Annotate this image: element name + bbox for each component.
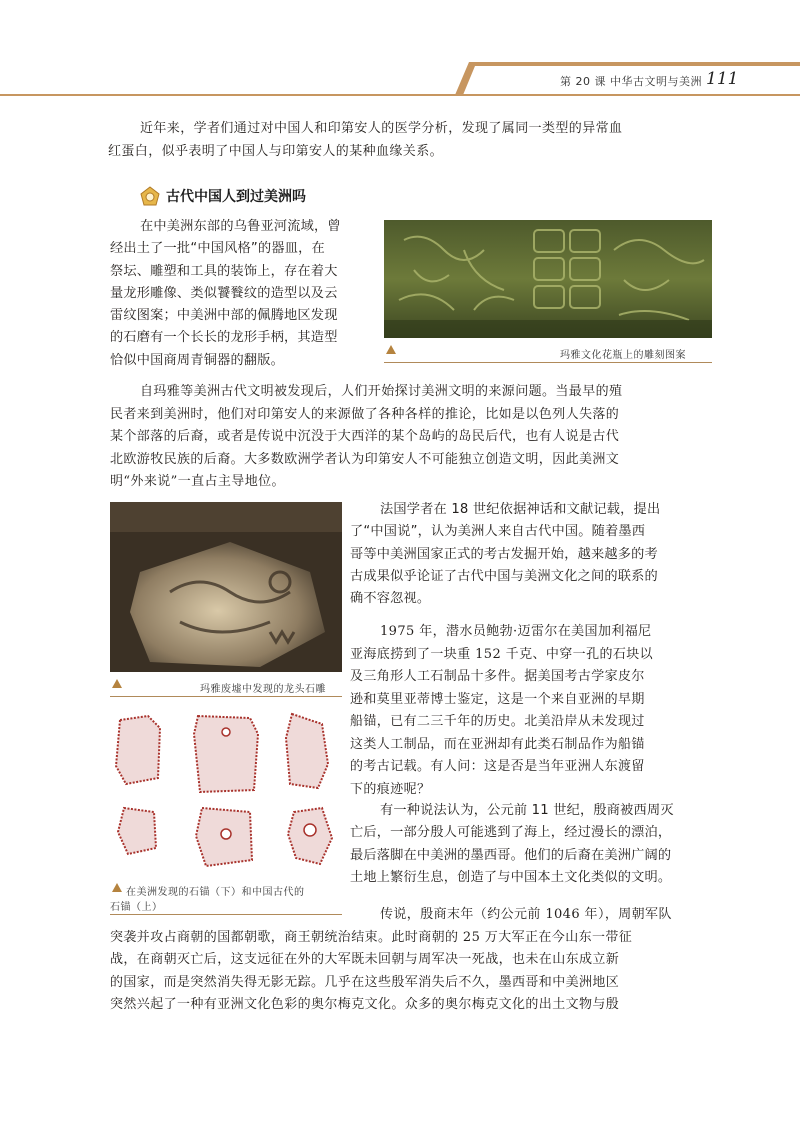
- text-line: 红蛋白，似乎表明了中国人与印第安人的某种血缘关系。: [108, 143, 444, 159]
- intro-paragraph: [108, 118, 720, 163]
- text-line: 亚海底捞到了一块重 152 千克、中穿一孔的石块以: [350, 646, 654, 662]
- anchor-shape: [118, 808, 156, 854]
- text-line: 突袭并攻占商朝的国都朝歌，商王朝统治结束。此时商朝的 25 万大军正在今山东一带征: [110, 929, 633, 945]
- text-line: 民者来到美洲时，他们对印第安人的来源做了各种各样的推论，比如是以色列人失落的: [110, 406, 620, 422]
- shang-legend-paragraph: [110, 904, 722, 1017]
- text-line: 逊和莫里亚蒂博士鉴定，这是一个来自亚洲的早期: [350, 691, 645, 707]
- text-line: 土地上繁衍生息，创造了与中国本土文化类似的文明。: [350, 869, 672, 885]
- text-line: 有一种说法认为，公元前 11 世纪，殷商被西周灭: [380, 803, 674, 818]
- maya-origin-paragraph: [110, 381, 720, 494]
- text-line: 自玛雅等美洲古代文明被发现后，人们开始探讨美洲文明的来源问题。当最早的殖: [140, 384, 623, 399]
- ulua-paragraph: [110, 216, 372, 372]
- yin-migration-paragraph: [350, 800, 722, 889]
- text-line: 及三角形人工石制品十多件。据美国考古学家皮尔: [350, 669, 645, 684]
- text-line: 下的痕迹呢？: [350, 781, 431, 797]
- section-title: 古代中国人到过美洲吗: [166, 189, 306, 205]
- text-line: 传说，殷商末年（约公元前 1046 年），周朝军队: [380, 907, 672, 922]
- text-line: 的石磨有一个长长的龙形手柄，其造型: [110, 330, 338, 346]
- dragon-head-stone-image: [110, 502, 342, 672]
- text-line: 船锚，已有二三千年的历史。北美沿岸从未发现过: [350, 714, 645, 729]
- text-line: 亡后，一部分殷人可能逃到了海上，经过漫长的漂泊，: [350, 825, 672, 841]
- text-line: 哥等中美洲国家正式的考古发掘开始，越来越多的考: [350, 546, 658, 562]
- caption-triangle-icon: [112, 679, 122, 688]
- anchor-caption-line1: 在美洲发现的石锚（下）和中国古代的: [126, 887, 305, 898]
- french-scholar-paragraph: [350, 499, 722, 610]
- text-line: 量龙形雕像、类似饕餮纹的造型以及云: [110, 285, 338, 301]
- text-line: 最后落脚在中美洲的墨西哥。他们的后裔在美洲广阔的: [350, 847, 672, 863]
- text-line: 经出土了一批“中国风格”的器皿，在: [110, 241, 325, 257]
- section-heading: [140, 186, 306, 206]
- page-number: 111: [706, 69, 739, 89]
- caption-triangle-icon: [386, 345, 396, 354]
- text-line: 近年来，学者们通过对中国人和印第安人的医学分析，发现了属同一类型的异常血: [140, 121, 623, 136]
- text-line: 法国学者在 18 世纪依据神话和文献记载，提出: [380, 502, 661, 517]
- text-line: 明“外来说”一直占主导地位。: [110, 474, 285, 489]
- caption-rule: [384, 362, 712, 363]
- text-line: 突然兴起了一种有亚洲文化色彩的奥尔梅克文化。众多的奥尔梅克文化的出土文物与殷: [110, 997, 620, 1012]
- text-line: 的国家，而是突然消失得无影无踪。几乎在这些殷军消失后不久，墨西哥和中美洲地区: [110, 974, 620, 990]
- caption-rule: [110, 696, 342, 697]
- section-badge-icon: [140, 186, 160, 206]
- text-line: 战，在商朝灭亡后，这支远征在外的大军既未回朝与周军决一死战，也未在山东成立新: [110, 952, 620, 967]
- anchor-shape: [116, 716, 160, 784]
- anchor-discovery-paragraph: [350, 621, 722, 801]
- stone-anchors-figure: [110, 708, 342, 880]
- anchor-shape: [286, 714, 328, 788]
- text-line: 在中美洲东部的乌鲁亚河流域，曾: [140, 219, 341, 234]
- caption-triangle-icon: [112, 883, 122, 892]
- dragon-caption: 玛雅废墟中发现的龙头石雕: [200, 684, 326, 695]
- text-line: 的考古记载。有人问：这是否是当年亚洲人东渡留: [350, 759, 645, 774]
- text-line: 了“中国说”，认为美洲人来自古代中国。随着墨西: [350, 524, 646, 540]
- header-lesson-title: 第 20 课 中华古文明与美洲: [560, 75, 702, 88]
- vase-caption: 玛雅文化花瓶上的雕刻图案: [560, 350, 686, 361]
- text-line: 雷纹图案；中美洲中部的佩腾地区发现: [110, 308, 338, 324]
- text-line: 祭坛、雕塑和工具的装饰上，存在着大: [110, 263, 338, 279]
- text-line: 某个部落的后裔，或者是传说中沉没于大西洋的某个岛屿的岛民后代，也有人说是古代: [110, 429, 620, 444]
- anchor-caption-line2: 石锚（上）: [110, 902, 163, 913]
- text-line: 确不容忽视。: [350, 591, 431, 607]
- text-line: 古成果似乎论证了古代中国与美洲文化之间的联系的: [350, 568, 658, 584]
- text-line: 1975 年，潜水员鲍勃·迈雷尔在美国加利福尼: [380, 624, 652, 639]
- text-line: 恰似中国商周青铜器的翻版。: [110, 352, 285, 368]
- text-line: 这类人工制品，而在亚洲却有此类石制品作为船锚: [350, 736, 645, 752]
- text-line: 北欧游牧民族的后裔。大多数欧洲学者认为印第安人不可能独立创造文明，因此美洲文: [110, 451, 620, 467]
- maya-vase-carving-image: [384, 220, 712, 338]
